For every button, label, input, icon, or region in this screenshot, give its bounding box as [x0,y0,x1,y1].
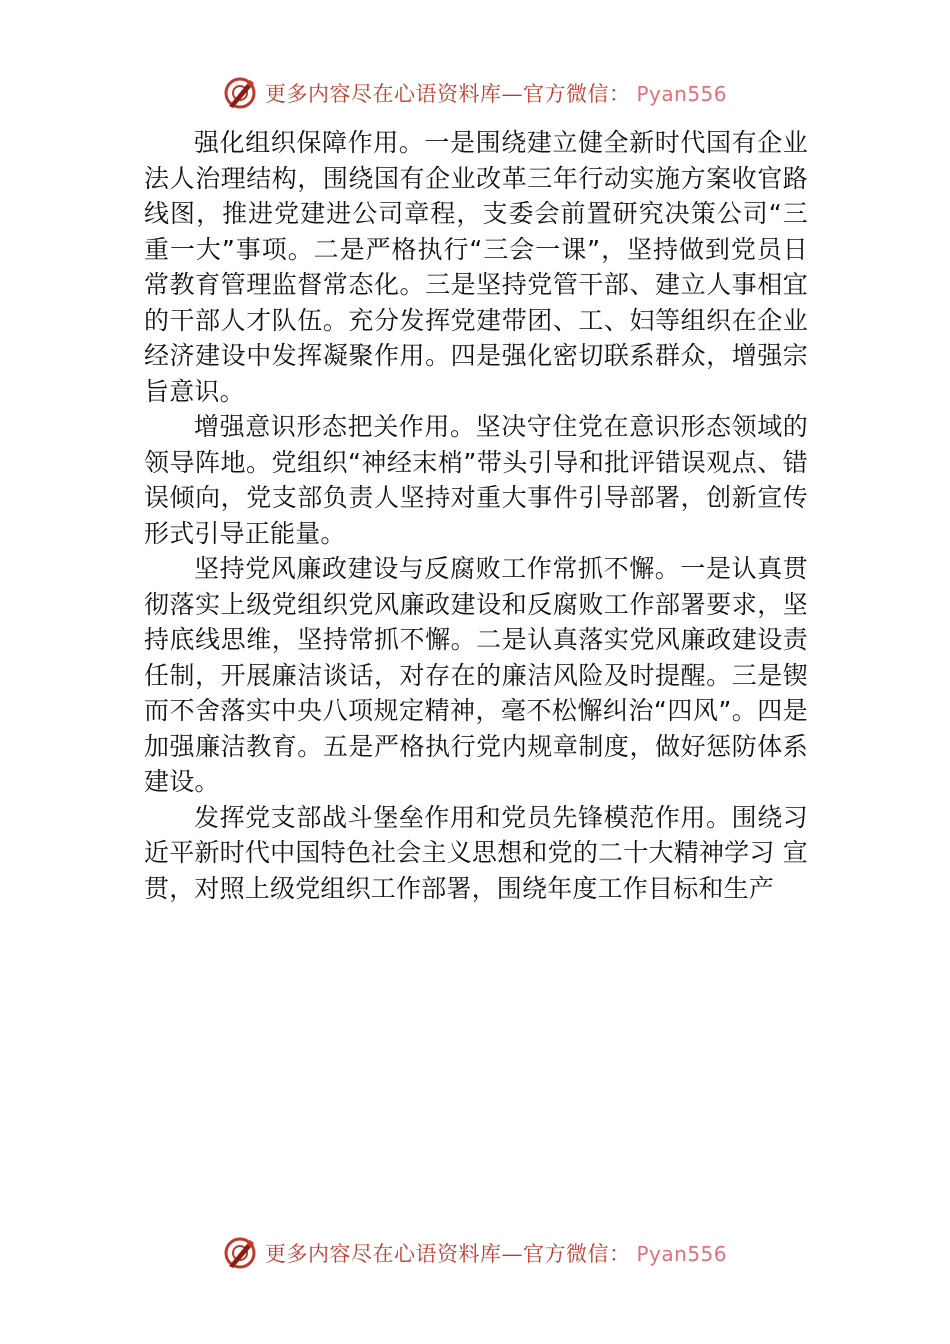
banner-wechat-label: 官方微信： [522,82,631,106]
pen-circle-logo-icon [223,1236,257,1270]
header-banner-text [265,78,727,108]
document-body [144,125,808,906]
paragraph-party-branch-role: 发挥党支部战斗堡垒作用和党员先锋模范作用。围绕习近平新时代中国特色社会主义思想和党的二十大精神学习 宣贯，对照上级党组织工作部署，围绕年度工作目标和生产 [144,802,808,903]
banner-separator: — [501,82,523,106]
paragraph-ideology: 增强意识形态把关作用。坚决守住党在意识形态领域的领导阵地。党组织“神经末梢”带头引导和批评错误观点、错误倾向，党支部负责人坚持对重大事件引导部署，创新宣传形式引导正能量。 [144,412,808,548]
banner-wechat-id: Pyan556 [636,1242,727,1266]
header-banner [0,71,950,115]
footer-banner-text [265,1238,727,1268]
banner-wechat-id: Pyan556 [636,82,727,106]
paragraph-organization-guarantee: 强化组织保障作用。一是围绕建立健全新时代国有企业法人治理结构，围绕国有企业改革三年行动实施方案收官路线图，推进党建进公司章程，支委会前置研究决策公司“三重一大”事项。二是严格执行“三会一课”，坚持做到党员日常教育管理监督常态化。三是坚持党管干部、建立人事相宜的干部人才队伍。充分发挥党建带团、工、妇等组织在企业经济建设中发挥凝聚作用。四是强化密切联系群众，增强宗旨意识。 [144,128,808,406]
banner-slogan: 更多内容尽在心语资料库 [264,1242,502,1266]
banner-slogan: 更多内容尽在心语资料库 [264,82,502,106]
banner-wechat-label: 官方微信： [522,1242,631,1266]
paragraph-anti-corruption: 坚持党风廉政建设与反腐败工作常抓不懈。一是认真贯彻落实上级党组织党风廉政建设和反腐败工作部署要求，坚持底线思维，坚持常抓不懈。二是认真落实党风廉政建设责任制，开展廉洁谈话，对存在的廉洁风险及时提醒。三是锲而不舍落实中央八项规定精神，毫不松懈纠治“四风”。四是加强廉洁教育。五是严格执行党内规章制度，做好惩防体系建设。 [144,554,808,796]
footer-banner [0,1231,950,1275]
banner-separator: — [501,1242,523,1266]
pen-circle-logo-icon [223,76,257,110]
